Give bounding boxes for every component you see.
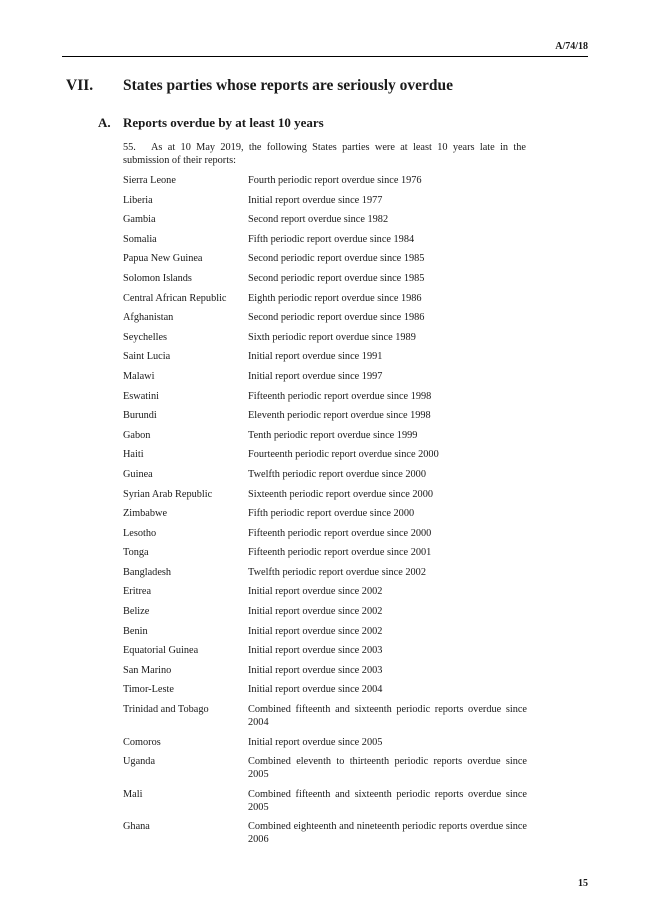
report-status: Fifth periodic report overdue since 1984: [248, 233, 415, 245]
intro-paragraph: [123, 141, 526, 167]
list-item: [123, 488, 527, 501]
state-party-name: Eswatini: [123, 390, 160, 402]
list-item: [123, 272, 527, 285]
report-status: Second report overdue since 1982: [248, 214, 389, 226]
document-symbol: A/74/18: [555, 41, 588, 52]
overdue-reports-list: [123, 174, 527, 853]
state-party-name: Malawi: [123, 370, 155, 382]
report-status: Combined fifteenth and sixteenth periodic reports overdue since 2004: [248, 704, 527, 729]
list-item: [123, 788, 527, 814]
paragraph-number: 55.: [123, 142, 136, 153]
state-party-name: Zimbabwe: [123, 508, 168, 520]
report-status: Second periodic report overdue since 1985: [248, 253, 425, 265]
state-party-name: Tonga: [123, 547, 149, 559]
report-status: Combined eighteenth and nineteenth periodic reports overdue since 2006: [248, 821, 527, 846]
list-item: [123, 233, 527, 246]
list-item: [123, 370, 527, 383]
list-item: [123, 585, 527, 598]
report-status: Combined fifteenth and sixteenth periodic reports overdue since 2005: [248, 788, 527, 813]
report-status: Sixth periodic report overdue since 1989: [248, 331, 416, 343]
list-item: [123, 311, 527, 324]
list-item: [123, 736, 527, 749]
state-party-name: Papua New Guinea: [123, 253, 203, 265]
state-party-name: Mali: [123, 788, 143, 800]
state-party-name: Eritrea: [123, 586, 152, 598]
report-status: Fifth periodic report overdue since 2000: [248, 508, 415, 520]
state-party-name: Equatorial Guinea: [123, 645, 199, 657]
report-status: Twelfth periodic report overdue since 2000: [248, 468, 426, 480]
list-item: [123, 527, 527, 540]
report-status: Second periodic report overdue since 1985: [248, 272, 425, 284]
report-status: Initial report overdue since 1977: [248, 194, 383, 206]
header-rule: [62, 56, 588, 57]
subsection-letter: A.: [98, 115, 111, 130]
state-party-name: Sierra Leone: [123, 175, 176, 186]
report-status: Sixteenth periodic report overdue since 2000: [248, 488, 434, 500]
report-status: Fifteenth periodic report overdue since 1998: [248, 390, 432, 402]
report-status: Fifteenth periodic report overdue since 2000: [248, 527, 432, 539]
list-item: [123, 703, 527, 729]
list-item: [123, 546, 527, 559]
state-party-name: Gambia: [123, 214, 156, 226]
report-status: Initial report overdue since 2004: [248, 684, 383, 696]
report-status: Initial report overdue since 2005: [248, 736, 383, 748]
list-item: [123, 350, 527, 363]
list-item: [123, 331, 527, 344]
list-item: [123, 664, 527, 677]
list-item: [123, 194, 527, 207]
list-item: [123, 644, 527, 657]
state-party-name: Bangladesh: [123, 566, 172, 578]
report-status: Second periodic report overdue since 1986: [248, 312, 425, 324]
state-party-name: Trinidad and Tobago: [123, 704, 209, 716]
state-party-name: Comoros: [123, 736, 161, 748]
report-status: Tenth periodic report overdue since 1999: [248, 429, 418, 441]
report-status: Eighth periodic report overdue since 1986: [248, 292, 422, 304]
report-status: Initial report overdue since 2003: [248, 645, 383, 657]
list-item: [123, 448, 527, 461]
list-item: [123, 683, 527, 696]
list-item: [123, 755, 527, 781]
list-item: [123, 390, 527, 403]
section-number: VII.: [66, 77, 94, 94]
list-item: [123, 174, 527, 187]
intro-text: As at 10 May 2019, the following States parties were at least 10 years late in the submission of their reports:: [123, 142, 526, 166]
state-party-name: Burundi: [123, 410, 157, 422]
state-party-name: Syrian Arab Republic: [123, 488, 213, 500]
list-item: [123, 507, 527, 520]
list-item: [123, 605, 527, 618]
state-party-name: Uganda: [123, 756, 156, 768]
state-party-name: Afghanistan: [123, 312, 174, 324]
report-status: Initial report overdue since 2003: [248, 664, 383, 676]
list-item: [123, 820, 527, 846]
report-status: Fifteenth periodic report overdue since 2001: [248, 547, 432, 559]
state-party-name: Saint Lucia: [123, 351, 171, 363]
section-title: States parties whose reports are seriously overdue: [123, 77, 454, 94]
state-party-name: Central African Republic: [123, 292, 227, 304]
report-status: Initial report overdue since 1997: [248, 370, 383, 382]
state-party-name: Belize: [123, 606, 150, 618]
report-status: Initial report overdue since 2002: [248, 586, 383, 598]
list-item: [123, 566, 527, 579]
list-item: [123, 468, 527, 481]
state-party-name: Benin: [123, 625, 148, 637]
state-party-name: Seychelles: [123, 331, 168, 343]
state-party-name: Guinea: [123, 468, 153, 480]
page-number: 15: [578, 878, 588, 889]
subsection-title: Reports overdue by at least 10 years: [123, 115, 324, 130]
report-status: Twelfth periodic report overdue since 2002: [248, 566, 426, 578]
list-item: [123, 409, 527, 422]
state-party-name: Lesotho: [123, 527, 157, 539]
state-party-name: Timor-Leste: [123, 684, 174, 696]
state-party-name: Haiti: [123, 449, 144, 461]
list-item: [123, 625, 527, 638]
state-party-name: Solomon Islands: [123, 272, 192, 284]
report-status: Initial report overdue since 2002: [248, 606, 383, 618]
list-item: [123, 252, 527, 265]
report-status: Fourth periodic report overdue since 1976: [248, 175, 422, 186]
report-status: Eleventh periodic report overdue since 1998: [248, 410, 431, 422]
state-party-name: Ghana: [123, 821, 150, 833]
report-status: Fourteenth periodic report overdue since 2000: [248, 449, 439, 461]
report-status: Initial report overdue since 1991: [248, 351, 383, 363]
report-status: Initial report overdue since 2002: [248, 625, 383, 637]
list-item: [123, 213, 527, 226]
state-party-name: Somalia: [123, 233, 157, 245]
state-party-name: Gabon: [123, 429, 151, 441]
report-status: Combined eleventh to thirteenth periodic reports overdue since 2005: [248, 756, 527, 781]
state-party-name: Liberia: [123, 194, 153, 206]
list-item: [123, 429, 527, 442]
list-item: [123, 292, 527, 305]
state-party-name: San Marino: [123, 664, 172, 676]
